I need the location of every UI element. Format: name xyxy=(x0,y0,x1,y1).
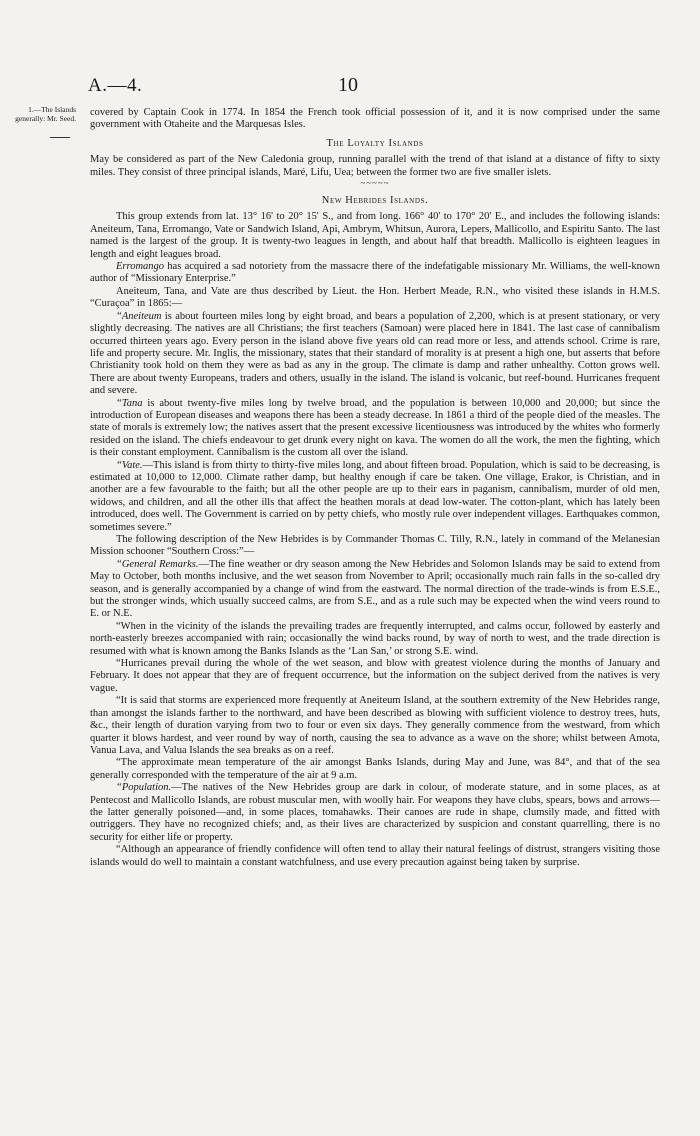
hebrides-heading: New Hebrides Islands. xyxy=(321,195,429,207)
temperature-paragraph: “The approximate mean temperature of the air amongst Banks Islands, during May and June, was 84°, and that of the sea generally corresponded with the temperature of the air at 9 a.m. xyxy=(90,757,660,781)
caution-paragraph: “Although an appearance of friendly confidence will often tend to allay their natural feelings of distrust, strangers visiting those islands would do well to maintain a constant watchfulness, and use every precaution against being taken by surprise. xyxy=(90,844,660,868)
tana-paragraph xyxy=(90,398,660,460)
section-divider: ~~~~~ xyxy=(360,178,390,189)
margin-note: 1.—The Islands generally: Mr. Seed. xyxy=(15,105,76,123)
paragraph-lead: Erromango xyxy=(116,261,165,273)
paragraph-lead: “Aneiteum xyxy=(116,310,162,322)
vate-paragraph xyxy=(90,460,660,534)
paragraph-body: is about twenty-five miles long by twelve broad, and the population is between 10,000 and 20,000; but since the introduction of European diseases and weapons there has been a steady decrease. In 1861 a third of the people died of the measles. The state of morals is extremely low; the natives assert that the present excessive licentiousness was introduced by the whites who formerly resided on the island. The chiefs endeavour to get drunk every night on kava. The women do all the work, the men the fighting, which is their constant employment. Cannibalism is the custom all over the island. xyxy=(90,397,660,459)
page-number: 10 xyxy=(338,74,358,96)
trades-paragraph: “When in the vicinity of the islands the prevailing trades are frequently interrupted, and calms occur, followed by easterly and north-easterly breezes accompanied with rain; occasionally the wind backs round, by way of north to west, and the trade direction is resumed with what is known among the Banks Islands as the ‘Lan San,’ or strong S.E. wind. xyxy=(90,620,660,657)
tilly-intro-paragraph: The following description of the New Hebrides is by Commander Thomas C. Tilly, R.N., lately in command of the Melanesian Mission schooner “Southern Cross:”— xyxy=(90,534,660,558)
document-reference: A.—4. xyxy=(88,75,143,96)
paragraph-lead: “Tana xyxy=(116,397,143,409)
paragraph-body: is about fourteen miles long by eight broad, and bears a population of 2,200, which is at present stationary, or very slightly decreasing. The natives are all Christians; the first teachers (Samoan) were placed here in 1841. The last case of cannibalism occurred thirteen years ago. Every person in the island above five years old can read more or less, and attends school. Crime is rare, life and property secure. Mr. Inglis, the missionary, states that their standard of morality is at present a high one, but asserts that before Christianity took hold on them they were as bad as any in the group. The climate is damp and rather unhealthy. Cotton grows well. There are about twenty Europeans, traders and others, usually in the island. The island is volcanic, but reef-bound. Hurricanes frequent and severe. xyxy=(90,310,660,397)
meade-intro-paragraph: Aneiteum, Tana, and Vate are thus described by Lieut. the Hon. Herbert Meade, R.N., who visited these islands in H.M.S. “Curaçoa” in 1865:— xyxy=(90,285,660,310)
margin-rule xyxy=(50,137,70,138)
paragraph-lead: “General Remarks. xyxy=(116,558,199,570)
paragraph-lead: “Vate. xyxy=(116,459,143,471)
body-text xyxy=(90,107,660,869)
paragraph-body: —The natives of the New Hebrides group are dark in colour, of moderate stature, and in some places, as at Pentecost and Mallicollo Islands, are robust muscular men, with woolly hair. For weapons they have clubs, spears, bows and arrows—the latter generally poisoned—and, in some places, tomahawks. Their canoes are rude in shape, clumsily made, and fitted with outriggers. They have no recognized chiefs; and, as their lives are characterized by suspicion and constant quarrelling, there is no security for either life or property. xyxy=(90,782,660,843)
loyalty-paragraph: May be considered as part of the New Caledonia group, running parallel with the trend of that island at a distance of fifty to sixty miles. They consist of three principal islands, Maré, Lifu, Uea; between the former two are five smaller islets. xyxy=(90,154,660,178)
loyalty-heading: The Loyalty Islands xyxy=(326,137,424,149)
paragraph-body: has acquired a sad notoriety from the massacre there of the indefatigable missionary Mr. Williams, the well-known author of “Missionary Enterprise.” xyxy=(90,261,660,285)
intro-paragraph: covered by Captain Cook in 1774. In 1854 the French took official possession of it, and it is now comprised under the same government with Otaheite and the Marquesas Isles. xyxy=(90,107,660,131)
paragraph-body: —The fine weather or dry season among the New Hebrides and Solomon Islands may be said to extend from May to October, both months inclusive, and the wet season from November to April; occasionally much rain falls in the so-called dry season, and is generally accompanied by a change of wind from the eastward. The normal direction of the trade-winds is from E.S.E., but the stronger winds, which usually succeed calms, are from S.E., and as a rule such may be expected when the wind veers round to E. or N.E. xyxy=(90,558,660,620)
storms-paragraph: “It is said that storms are experienced more frequently at Aneiteum Island, at the southern extremity of the New Hebrides range, than amongst the islands farther to the northward, and have been described as blowing with sufficient violence to destroy trees, huts, &c., their length of duration varying from two to four or even six days. They generally commence from the westward, from which quarter it blows hardest, and veer round by way of north, causing the sea to advance as a wave on the shore; whilst between Amota, Vanua Lava, and Valua Islands the sea breaks as on a reef. xyxy=(90,695,660,756)
paragraph-body: —This island is from thirty to thirty-five miles long, and about fifteen broad. Population, which is said to be decreasing, is estimated at 10,000 to 12,000. Climate rather damp, but healthy enough if care be taken. One village, Erakor, is Christian, and in another are a few favourable to the faith; but all the other people are up to their ears in paganism, cannibalism, murder of old men, widows, and children, and all the other ills that affect the heathen morals at dead low-water. The cotton-plant, which has lately been introduced, does well. The Government is carried on by petty chiefs, who mostly rule over independent villages. Earthquakes common, sometimes severe.” xyxy=(90,459,660,533)
aneiteum-paragraph xyxy=(90,311,660,398)
erromango-paragraph xyxy=(90,261,660,286)
general-remarks-paragraph xyxy=(90,559,660,621)
paragraph-lead: “Population. xyxy=(116,782,172,794)
hebrides-paragraph: This group extends from lat. 13° 16' to 20° 15' S., and from long. 166° 40' to 170° 20' E., and includes the following islands: Aneiteum, Tana, Erromango, Vate or Sandwich Island, Api, Ambrym, Whitsun, Aurora, Lepers, Mallicollo, and Espiritu Santo. The last named is the largest of the group. It is twenty-two leagues in length, and about half that breadth. Mallicollo is eighteen leagues in length and eight leagues broad. xyxy=(90,211,660,260)
population-paragraph xyxy=(90,782,660,844)
hurricanes-paragraph: “Hurricanes prevail during the whole of the wet season, and blow with greatest violence during the months of January and February. It does not appear that they are of frequent occurrence, but the information on the subject derived from the natives is very vague. xyxy=(90,658,660,694)
